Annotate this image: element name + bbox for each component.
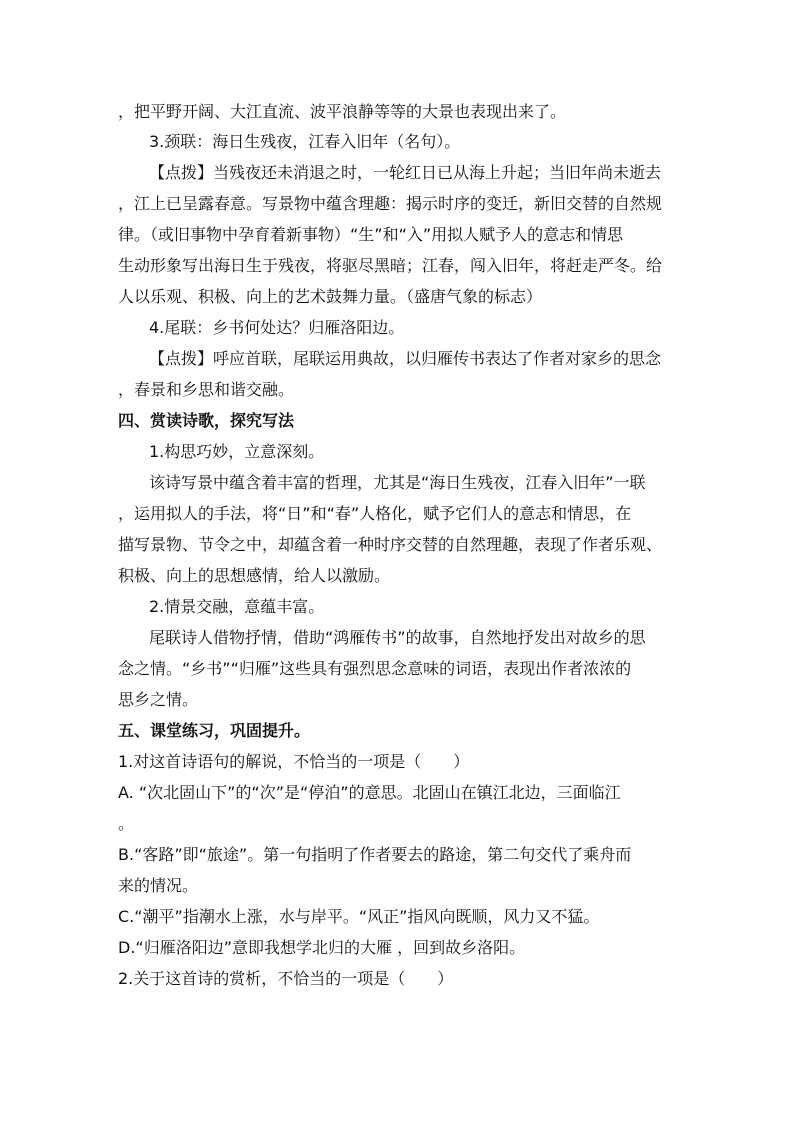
text-line: 积极、向上的思想感情，给人以激励。 xyxy=(118,566,391,585)
text-line: 【点拨】当残夜还未消退之时，一轮红日已从海上升起；当旧年尚未逝去 xyxy=(149,163,662,182)
text-line: 念之情。“乡书”“归雁”这些具有强烈思念意味的词语，表现出作者浓浓的 xyxy=(118,659,632,678)
text-line: ，江上已呈露春意。写景物中蕴含理趣：揭示时序的变迁，新旧交替的自然规 xyxy=(118,194,663,213)
option-line: 。 xyxy=(118,814,135,833)
text-line: 律。（或旧事物中孕育着新事物）“生”和“入”用拟人赋予人的意志和情思 xyxy=(118,225,624,244)
text-line: 描写景物、节令之中，却蕴含着一种时序交替的自然理趣，表现了作者乐观、 xyxy=(118,535,663,554)
option-line: 来的情况。 xyxy=(118,876,199,895)
text-line: 生动形象写出海日生于残夜，将驱尽黑暗；江春，闯入旧年，将赶走严冬。给 xyxy=(118,256,663,275)
text-line: 该诗写景中蕴含着丰富的哲理，尤其是“海日生残夜，江春入旧年”一联 xyxy=(149,473,646,492)
text-line: ，春景和乡思和谐交融。 xyxy=(118,380,295,399)
option-line: A. “次北固山下”的“次”是“停泊”的意思。北固山在镇江北边，三面临江 xyxy=(118,783,621,802)
text-line: 4.尾联：乡书何处达？归雁洛阳边。 xyxy=(149,318,405,337)
option-line: B.“客路”即“旅途”。第一句指明了作者要去的路途，第二句交代了乘舟而 xyxy=(118,845,632,864)
question-line: 2.关于这首诗的赏析，不恰当的一项是（ ） xyxy=(118,969,454,988)
text-line: 思乡之情。 xyxy=(118,690,199,709)
option-line: D.“归雁洛阳边”意即我想学北归的大雁 ，回到故乡洛阳。 xyxy=(118,938,526,957)
text-line: 3.颈联：海日生残夜，江春入旧年（名句）。 xyxy=(149,132,461,151)
text-line: 人以乐观、积极、向上的艺术鼓舞力量。（盛唐气象的标志） xyxy=(118,287,543,306)
option-line: C.“潮平”指潮水上涨，水与岸平。“风正”指风向既顺，风力又不猛。 xyxy=(118,907,600,926)
section-heading: 五、课堂练习，巩固提升。 xyxy=(118,721,311,740)
text-line: 2.情景交融，意蕴丰富。 xyxy=(149,597,325,616)
question-line: 1.对这首诗语句的解说，不恰当的一项是（ ） xyxy=(118,752,470,771)
text-line: ，把平野开阔、大江直流、波平浪静等等的大景也表现出来了。 xyxy=(118,102,567,121)
section-heading: 四、赏读诗歌，探究写法 xyxy=(118,411,295,430)
text-line: 1.构思巧妙，立意深刻。 xyxy=(149,442,325,461)
text-line: ，运用拟人的手法，将“日”和“春”人格化，赋予它们人的意志和情思，在 xyxy=(118,504,632,523)
text-line: 尾联诗人借物抒情，借助“鸿雁传书”的故事，自然地抒发出对故乡的思 xyxy=(149,628,646,647)
text-line: 【点拨】呼应首联，尾联运用典故，以归雁传书表达了作者对家乡的思念 xyxy=(149,349,662,368)
